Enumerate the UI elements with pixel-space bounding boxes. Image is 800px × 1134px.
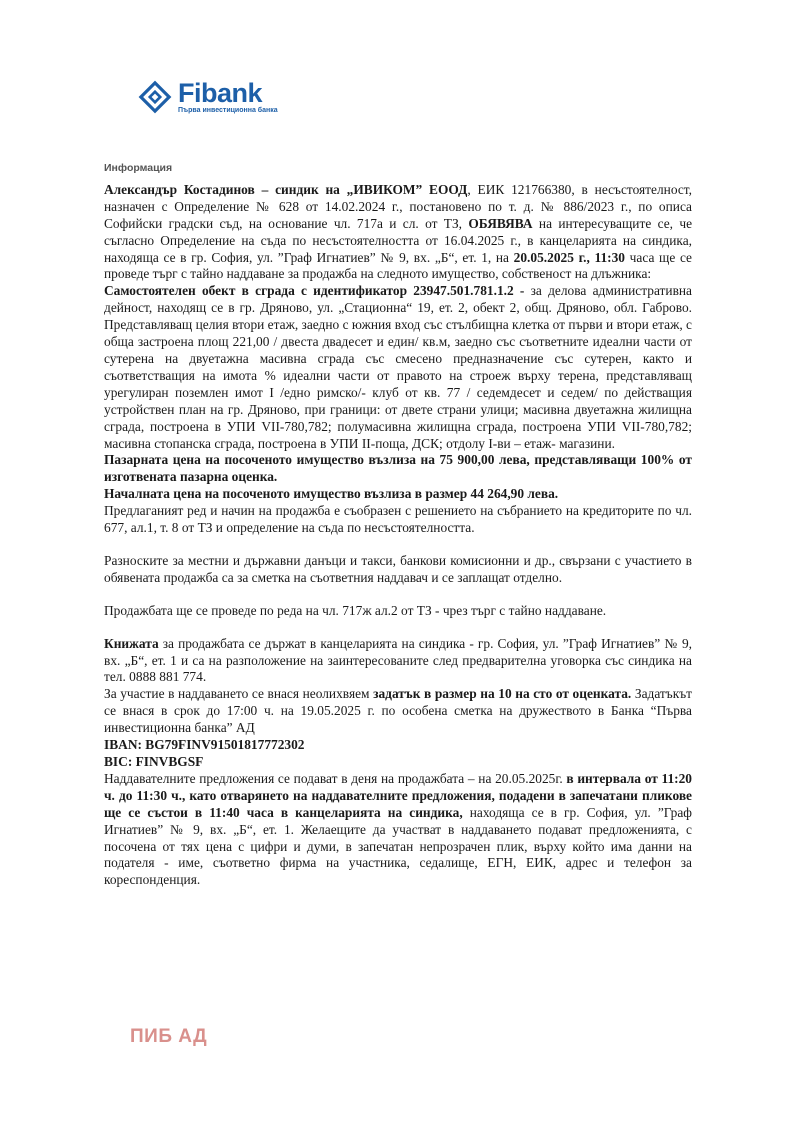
announcement-body — [104, 160, 692, 889]
paragraph-property — [104, 283, 692, 452]
auction-datetime: 20.05.2025 г., 11:30 — [513, 249, 625, 265]
announces-word: ОБЯВЯВА — [468, 215, 533, 231]
paragraph-costs: Разноските за местни и държавни данъци и такси, банкови комисионни и др., свързани с участието в обявената продажба са за сметка на съответния наддавач и се заплащат отделно. — [104, 552, 692, 585]
property-description: за делова административна дейност, находящ се в гр. Дряново, ул. „Стационна“ 19, ет. 2, обект 2, общ. Дряново, обл. Габрово. Представляващ целия втори етаж, заедно с южния вход със стълбищна клетка от първи и втори етаж, с обща застроена площ 221,00 / двеста двадесет и един/ кв.м, заедно със съответните идеални части от сутерена на двуетажна масивна сграда със смесено предназначение със сутерен, както и съответстващия на имота % идеални части от правото на строеж върху терена, представляващ урегулиран поземлен имот I /едно римско/- клуб от кв. 77 / седемдесет и седем/ по действащия устройствен план на гр. Дряново, при граници: от двете страни улици; масивна двуетажна жилищна сграда, построена в УПИ VII-780,782; полумасивна жилищна сграда, построена УПИ VII-780,782; масивна стопанска сграда, построена в УПИ II-поща, ДСК; отдолу I-ви – етаж- магазини. — [104, 283, 692, 451]
intro-text-1: , ЕИК 121766380, в несъстоятелност, назначен с Определение № 628 от 14.02.2024 г., постановено по т. д. № 886/2023 г., по описа Софийски градски съд, на основание чл. 717а и сл. от ТЗ, — [104, 181, 692, 231]
paragraph-deposit — [104, 686, 692, 737]
fibank-logo — [138, 80, 278, 114]
brand-tagline: Първа инвестиционна банка — [178, 107, 278, 114]
starting-price-text: Началната цена на посоченото имущество възлиза в размер 44 264,90 лева. — [104, 486, 559, 502]
iban-value: IBAN: BG79FINV91501817772302 — [104, 737, 305, 753]
bic-value: BIC: FINVBGSF — [104, 754, 204, 769]
spacer — [104, 620, 692, 636]
logo-text — [178, 80, 278, 114]
deposit-text-2: Задатъкът се внася в срок до 17:00 ч. на 19.05.2025 г. по особена сметка на дружеството в Банка “Първа инвестиционна банка” АД — [104, 686, 692, 736]
property-identifier: Самостоятелен обект в сграда с идентификатор 23947.501.781.1.2 - — [104, 283, 525, 299]
paragraph-documents — [104, 636, 692, 687]
intro-text-3: часа ще се проведе търг с тайно наддаване за продажба на следното имущество, собственост на длъжника: — [104, 249, 692, 282]
spacer — [104, 587, 692, 603]
paragraph-bids — [104, 771, 692, 889]
paragraph-sale-order: Предлаганият ред и начин на продажба е съобразен с решението на събранието на кредиторите по чл. 677, ал.1, т. 8 от ТЗ и определение на съда по несъстоятелността. — [104, 503, 692, 536]
trustee-name: Александър Костадинов – синдик на „ИВИКОМ” ЕООД — [104, 181, 468, 197]
market-price-text: Пазарната цена на посоченото имущество възлиза на 75 900,00 лева, представляващи 100% от изготвената пазарна оценка. — [104, 452, 692, 485]
brand-name: Fibank — [178, 78, 263, 108]
documents-word: Книжата — [104, 635, 159, 651]
spacer — [104, 537, 692, 553]
bids-text-1: Наддавателните предложения се подават в деня на продажбата – на 20.05.2025г. — [104, 770, 567, 786]
bids-text-2: находяща се в гр. София, ул. ”Граф Игнатиев” № 9, вх. „Б“, ет. 1. Желаещите да участват в наддаването подават предложенията, с посочена от тях цена с цифри и думи, в запечатан непрозрачен плик, върху който има данни на подателя - име, съответно фирма на участника, седалище, ЕГН, ЕИК, адрес и телефон за кореспонденция. — [104, 804, 692, 888]
paragraph-market-price — [104, 452, 692, 486]
intro-text-2: на интересуващите се, че съгласно Определение на съда по несъстоятелността от 16.04.2025 г., в канцеларията на синдика, находяща се в гр. София, ул. ”Граф Игнатиев” № 9, вх. „Б“, ет. 1, на — [104, 215, 693, 265]
bic — [104, 754, 692, 771]
deposit-text-1: За участие в наддаването се внася неолихвяем — [104, 686, 374, 702]
iban — [104, 737, 692, 754]
section-label: Информация — [104, 162, 173, 174]
paragraph-procedure: Продажбата ще се проведе по реда на чл. 717ж ал.2 от ТЗ - чрез търг с тайно наддаване. — [104, 602, 607, 618]
deposit-amount: задатък в размер на 10 на сто от оценката. — [373, 686, 632, 702]
bids-interval: в интервала от 11:20 ч. до 11:30 ч., като отварянето на наддавателните предложения, подадени в запечатани пликове ще се състои в 11:40 часа в канцеларията на синдика, — [104, 770, 692, 820]
stamp-watermark: ПИБ АД — [130, 1026, 208, 1047]
documents-text: за продажбата се държат в канцеларията на синдика - гр. София, ул. ”Граф Игнатиев” № 9, вх. „Б“, ет. 1 и са на разположение на заинтересованите след предварителна уговорка със синдика на тел. 0888 881 774. — [104, 635, 692, 685]
diamond-logo-icon — [138, 80, 172, 114]
paragraph-starting-price — [104, 486, 692, 503]
paragraph-intro — [104, 182, 692, 283]
